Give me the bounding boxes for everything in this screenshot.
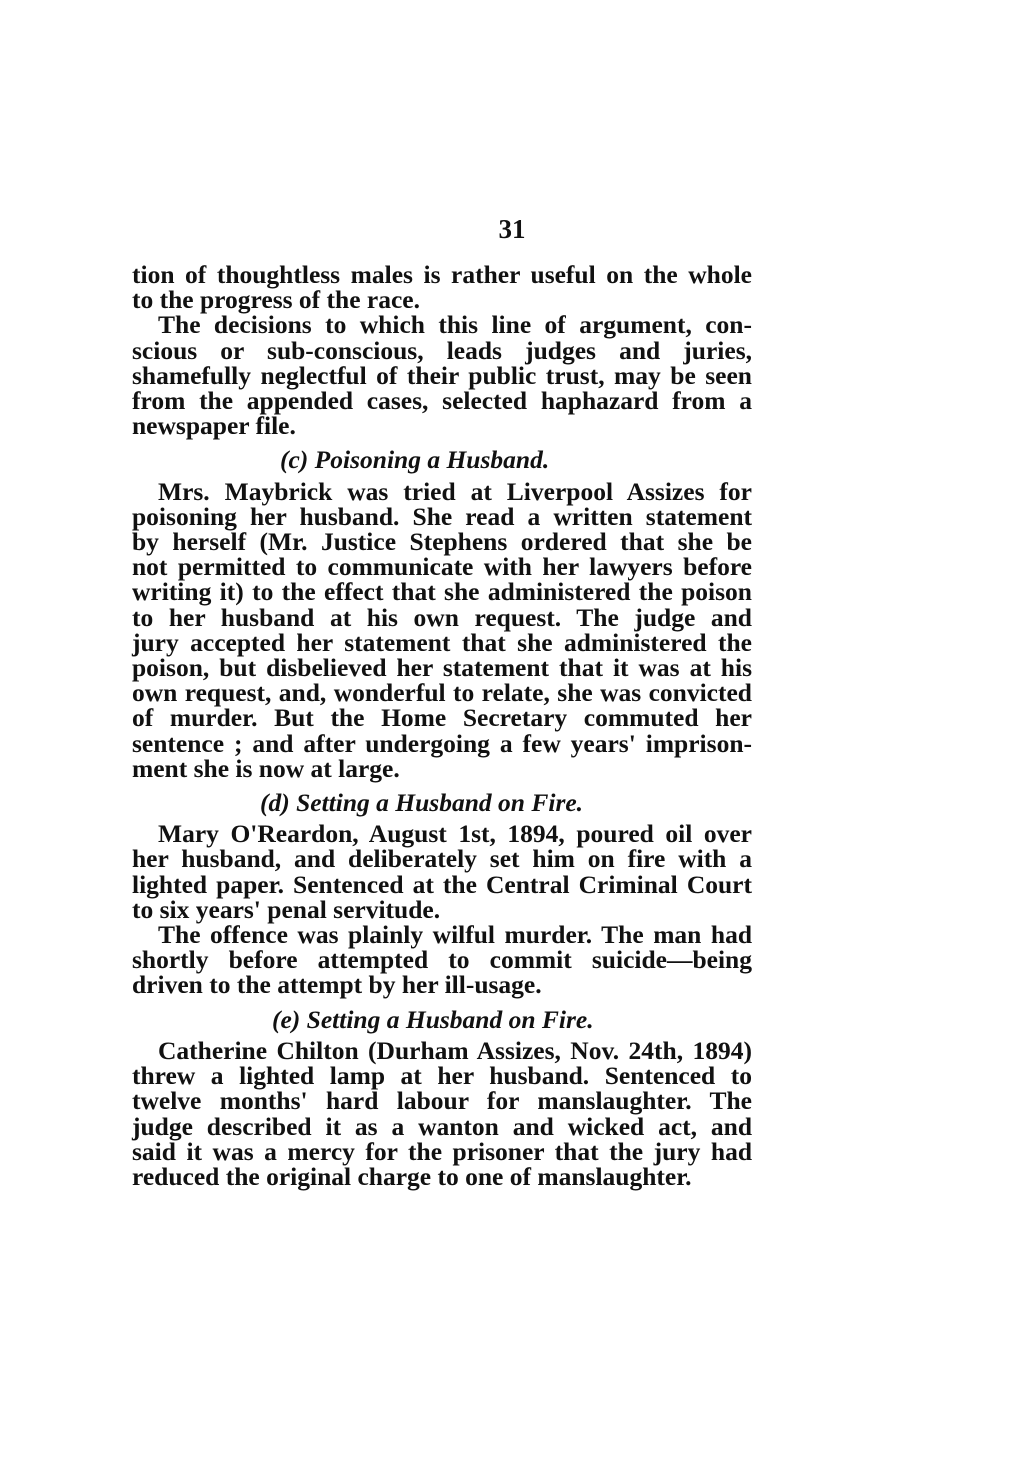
page-number: 31 (498, 214, 526, 244)
text-line: tion of thoughtless males is rather useful on the whole (132, 260, 752, 289)
chilton-paragraph (132, 1035, 752, 1191)
text-line: Mary O'Reardon, August 1st, 1894, poured oil over (158, 819, 752, 849)
text-line: reduced the original charge to one of manslaughter. (132, 1161, 692, 1191)
section-heading-d: (d) Setting a Husband on Fire. (260, 788, 584, 818)
text-line: said it was a mercy for the prisoner that the jury had (132, 1136, 752, 1166)
text-line: scious or sub-conscious, leads judges and juries, (132, 335, 752, 365)
text-line: not permitted to communicate with her lawyers before (132, 552, 752, 582)
text-line: ment she is now at large. (132, 753, 400, 783)
text-line: lighted paper. Sentenced at the Central Criminal Court (132, 869, 752, 899)
text-line: Mrs. Maybrick was tried at Liverpool Assizes for (158, 476, 752, 506)
decisions-paragraph (132, 310, 752, 441)
text-line: newspaper file. (132, 411, 296, 441)
text-line: to the progress of the race. (132, 285, 420, 315)
text-line: her husband, and deliberately set him on fire with a (132, 844, 752, 874)
text-line: from the appended cases, selected haphazard from a (132, 386, 752, 416)
text-line: Catherine Chilton (Durham Assizes, Nov. 24th, 1894) (158, 1035, 752, 1065)
text-line: The offence was plainly wilful murder. The man had (158, 920, 752, 950)
text-line: judge described it as a wanton and wicked act, and (132, 1111, 752, 1141)
text-line: poisoning her husband. She read a written statement (132, 501, 752, 531)
text-line: of murder. But the Home Secretary commuted her (132, 703, 752, 733)
section-heading-c: (c) Poisoning a Husband. (280, 445, 550, 475)
text-line: to six years' penal servitude. (132, 894, 441, 924)
text-line: to her husband at his own request. The judge and (132, 602, 752, 632)
text-line: by herself (Mr. Justice Stephens ordered that she be (132, 527, 752, 557)
maybrick-paragraph (132, 476, 752, 783)
text-line: own request, and, wonderful to relate, she was convicted (132, 678, 752, 708)
text-line: jury accepted her statement that she administered the (132, 627, 752, 657)
text-line: shamefully neglectful of their public trust, may be seen (132, 360, 752, 390)
text-line: writing it) to the effect that she administered the poison (132, 577, 752, 607)
text-line: shortly before attempted to commit suicide—being (132, 945, 752, 975)
section-heading-e: (e) Setting a Husband on Fire. (272, 1004, 594, 1034)
page-body (132, 262, 752, 1189)
oreardon-paragraph (132, 821, 752, 922)
text-line: driven to the attempt by her ill-usage. (132, 970, 542, 1000)
text-line: threw a lighted lamp at her husband. Sentenced to (132, 1061, 752, 1091)
text-line: sentence ; and after undergoing a few years' imprison- (132, 728, 752, 758)
text-line: poison, but disbelieved her statement that it was at his (132, 653, 752, 683)
text-line: The decisions to which this line of argument, con- (158, 310, 752, 340)
offence-paragraph (132, 922, 752, 998)
intro-paragraph (132, 260, 752, 315)
text-line: twelve months' hard labour for manslaughter. The (132, 1086, 752, 1116)
